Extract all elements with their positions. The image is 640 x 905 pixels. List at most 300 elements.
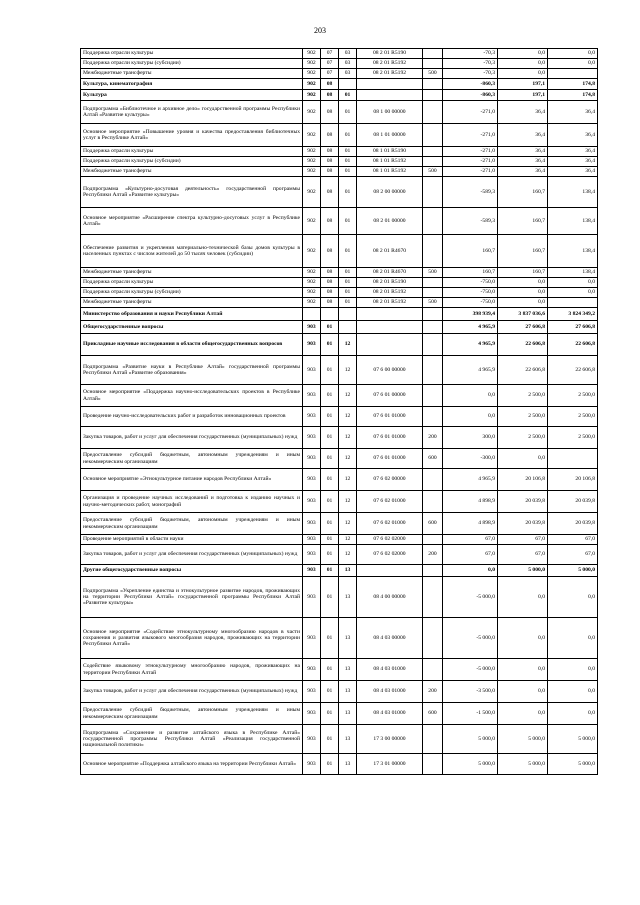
cell-sum-2: 0,0 <box>498 659 548 681</box>
cell-ved: 902 <box>303 59 321 69</box>
table-row <box>81 288 598 298</box>
cell-ved: 903 <box>303 356 321 385</box>
cell-ved: 902 <box>303 268 321 278</box>
row-name: Закупка товаров, работ и услуг для обеспечения государственных (муниципальных) нужд <box>81 427 303 449</box>
cell-rz: 07 <box>321 59 339 69</box>
cell-vr <box>423 659 443 681</box>
cell-sum-2: 36,4 <box>498 167 548 177</box>
cell-pr <box>339 321 357 334</box>
table-row <box>81 618 598 659</box>
cell-sum-2: 27 606,8 <box>498 321 548 334</box>
table-row <box>81 427 598 449</box>
cell-vr <box>423 385 443 407</box>
cell-vr <box>423 334 443 356</box>
table-row <box>81 545 598 565</box>
cell-vr <box>423 177 443 208</box>
cell-rz <box>321 308 339 321</box>
cell-vr <box>423 577 443 618</box>
cell-pr: 01 <box>339 177 357 208</box>
cell-pr: 12 <box>339 356 357 385</box>
cell-ved: 903 <box>303 535 321 545</box>
cell-pr: 13 <box>339 754 357 775</box>
cell-csr: 08 4 03 01000 <box>357 681 423 703</box>
cell-sum-2: 5 000,0 <box>498 565 548 577</box>
row-name: Поддержка отрасли культуры <box>81 278 303 288</box>
cell-sum-2: 20 039,8 <box>498 491 548 513</box>
cell-rz: 01 <box>321 469 339 491</box>
cell-csr <box>357 90 423 101</box>
cell-sum-2: 0,0 <box>498 49 548 59</box>
cell-ved: 903 <box>303 513 321 535</box>
cell-rz: 01 <box>321 725 339 754</box>
cell-sum-1: 5 000,0 <box>443 725 498 754</box>
cell-pr: 01 <box>339 298 357 308</box>
cell-sum-2: 197,1 <box>498 79 548 90</box>
cell-sum-1: 4 965,9 <box>443 469 498 491</box>
row-name: Основное мероприятие «Поддержка научно-исследовательских проектов в Республике Алтай» <box>81 385 303 407</box>
cell-rz: 01 <box>321 545 339 565</box>
cell-sum-2: 67,0 <box>498 545 548 565</box>
table-row <box>81 69 598 79</box>
cell-sum-1: -750,0 <box>443 288 498 298</box>
cell-vr <box>423 157 443 167</box>
cell-pr: 12 <box>339 427 357 449</box>
cell-ved: 902 <box>303 69 321 79</box>
cell-sum-1: -3 500,0 <box>443 681 498 703</box>
row-name: Прикладные научные исследования в области общегосударственных вопросов <box>81 334 303 356</box>
cell-sum-3: 36,4 <box>548 147 598 157</box>
cell-ved <box>303 308 321 321</box>
cell-sum-3: 2 500,0 <box>548 407 598 427</box>
row-name: Межбюджетные трансферты <box>81 69 303 79</box>
cell-sum-3: 138,4 <box>548 235 598 268</box>
cell-rz: 08 <box>321 124 339 147</box>
cell-csr: 08 4 03 01000 <box>357 659 423 681</box>
cell-ved: 903 <box>303 565 321 577</box>
cell-pr: 12 <box>339 535 357 545</box>
cell-sum-1: -860,3 <box>443 90 498 101</box>
cell-csr: 08 1 00 00000 <box>357 101 423 124</box>
cell-sum-3: 0,0 <box>548 278 598 288</box>
cell-vr: 600 <box>423 513 443 535</box>
cell-sum-2: 5 000,0 <box>498 754 548 775</box>
cell-rz: 08 <box>321 79 339 90</box>
cell-pr: 01 <box>339 167 357 177</box>
cell-rz: 01 <box>321 703 339 725</box>
row-name: Поддержка отрасли культуры (субсидии) <box>81 59 303 69</box>
table-row <box>81 177 598 208</box>
cell-vr <box>423 288 443 298</box>
cell-ved: 902 <box>303 124 321 147</box>
cell-vr <box>423 308 443 321</box>
row-name: Общегосударственные вопросы <box>81 321 303 334</box>
cell-vr: 500 <box>423 69 443 79</box>
cell-sum-3: 67,0 <box>548 535 598 545</box>
cell-sum-2: 0,0 <box>498 59 548 69</box>
cell-rz: 01 <box>321 618 339 659</box>
cell-ved: 903 <box>303 577 321 618</box>
row-name: Основное мероприятие «Повышение уровня и качества предоставления библиотечных услуг в Республике Алтай» <box>81 124 303 147</box>
cell-rz: 08 <box>321 90 339 101</box>
row-name: Основное мероприятие «Расширение спектра культурно-досуговых услуг в Республике Алтай» <box>81 208 303 235</box>
cell-vr <box>423 278 443 288</box>
row-name: Закупка товаров, работ и услуг для обеспечения государственных (муниципальных) нужд <box>81 681 303 703</box>
cell-pr: 03 <box>339 69 357 79</box>
cell-sum-2: 67,0 <box>498 535 548 545</box>
cell-sum-3: 0,0 <box>548 703 598 725</box>
cell-sum-1: -860,3 <box>443 79 498 90</box>
table-row <box>81 208 598 235</box>
cell-rz: 08 <box>321 101 339 124</box>
cell-rz: 01 <box>321 385 339 407</box>
cell-sum-2: 160,7 <box>498 208 548 235</box>
cell-sum-2: 160,7 <box>498 235 548 268</box>
cell-sum-1: 300,0 <box>443 427 498 449</box>
table-row <box>81 298 598 308</box>
cell-vr <box>423 491 443 513</box>
cell-pr: 13 <box>339 577 357 618</box>
cell-csr: 08 2 00 00000 <box>357 177 423 208</box>
cell-sum-2: 2 500,0 <box>498 427 548 449</box>
cell-rz: 08 <box>321 298 339 308</box>
cell-vr <box>423 356 443 385</box>
row-name: Основное мероприятие «Этнокультурное питание народов Республики Алтай» <box>81 469 303 491</box>
cell-sum-3: 22 606,8 <box>548 356 598 385</box>
table-row <box>81 308 598 321</box>
cell-rz: 01 <box>321 577 339 618</box>
cell-csr: 17 3 00 00000 <box>357 725 423 754</box>
cell-csr: 17 3 01 00000 <box>357 754 423 775</box>
table-row <box>81 754 598 775</box>
cell-pr: 03 <box>339 49 357 59</box>
row-name: Межбюджетные трансферты <box>81 167 303 177</box>
cell-sum-2: 22 606,8 <box>498 334 548 356</box>
cell-sum-3: 2 500,0 <box>548 385 598 407</box>
cell-csr <box>357 321 423 334</box>
cell-rz: 01 <box>321 356 339 385</box>
cell-pr: 13 <box>339 725 357 754</box>
cell-pr: 12 <box>339 491 357 513</box>
cell-rz: 07 <box>321 69 339 79</box>
cell-sum-3: 5 000,0 <box>548 725 598 754</box>
cell-csr: 07 6 01 01000 <box>357 449 423 469</box>
cell-csr: 07 6 01 01000 <box>357 407 423 427</box>
cell-sum-2: 2 500,0 <box>498 407 548 427</box>
cell-rz: 01 <box>321 491 339 513</box>
cell-csr <box>357 334 423 356</box>
row-name: Содействие языковому этнокультурному многообразию народов, проживающих на территории Республики Алтай <box>81 659 303 681</box>
cell-sum-1: -271,0 <box>443 157 498 167</box>
cell-ved: 902 <box>303 167 321 177</box>
row-name: Межбюджетные трансферты <box>81 298 303 308</box>
cell-sum-3: 36,4 <box>548 124 598 147</box>
cell-rz: 01 <box>321 535 339 545</box>
cell-ved: 903 <box>303 725 321 754</box>
table-row <box>81 321 598 334</box>
cell-csr: 07 6 02 01000 <box>357 491 423 513</box>
cell-rz: 08 <box>321 235 339 268</box>
cell-sum-1: -300,0 <box>443 449 498 469</box>
cell-pr: 12 <box>339 407 357 427</box>
cell-vr <box>423 59 443 69</box>
cell-sum-3: 0,0 <box>548 577 598 618</box>
cell-csr: 07 6 02 02000 <box>357 545 423 565</box>
row-name: Подпрограмма «Развитие науки в Республике Алтай» государственной программы Республики Алтай «Развитие образования» <box>81 356 303 385</box>
table-row <box>81 90 598 101</box>
cell-sum-2: 20 039,8 <box>498 513 548 535</box>
cell-sum-2: 36,4 <box>498 101 548 124</box>
cell-csr <box>357 79 423 90</box>
cell-rz: 08 <box>321 278 339 288</box>
cell-sum-2: 0,0 <box>498 298 548 308</box>
cell-sum-3: 0,0 <box>548 288 598 298</box>
row-name: Подпрограмма «Библиотечное и архивное дело» государственной программы Республики Алтай «Развитие культуры» <box>81 101 303 124</box>
table-row <box>81 157 598 167</box>
row-name: Закупка товаров, работ и услуг для обеспечения государственных (муниципальных) нужд <box>81 545 303 565</box>
cell-sum-3: 2 500,0 <box>548 427 598 449</box>
cell-vr <box>423 79 443 90</box>
cell-rz: 01 <box>321 513 339 535</box>
cell-ved: 902 <box>303 278 321 288</box>
cell-pr: 01 <box>339 235 357 268</box>
cell-ved: 902 <box>303 79 321 90</box>
cell-csr: 07 6 02 02000 <box>357 535 423 545</box>
table-row <box>81 278 598 288</box>
cell-vr <box>423 407 443 427</box>
cell-ved: 903 <box>303 449 321 469</box>
cell-sum-2: 0,0 <box>498 681 548 703</box>
table-row <box>81 681 598 703</box>
table-row <box>81 268 598 278</box>
cell-rz: 08 <box>321 177 339 208</box>
table-row <box>81 167 598 177</box>
cell-sum-1: 4 898,9 <box>443 491 498 513</box>
cell-ved: 903 <box>303 385 321 407</box>
table-row <box>81 235 598 268</box>
budget-table <box>80 48 598 775</box>
cell-ved: 902 <box>303 235 321 268</box>
cell-sum-3: 0,0 <box>548 659 598 681</box>
cell-rz: 08 <box>321 288 339 298</box>
cell-vr <box>423 147 443 157</box>
cell-vr <box>423 49 443 59</box>
cell-csr <box>357 565 423 577</box>
row-name: Проведение мероприятий в области науки <box>81 535 303 545</box>
table-row <box>81 334 598 356</box>
cell-rz: 01 <box>321 754 339 775</box>
cell-sum-2: 36,4 <box>498 157 548 167</box>
row-name: Поддержка отрасли культуры <box>81 49 303 59</box>
row-name: Предоставление субсидий бюджетным, автономным учреждениям и иным некоммерческим организациям <box>81 513 303 535</box>
cell-vr <box>423 618 443 659</box>
cell-vr: 600 <box>423 703 443 725</box>
cell-csr <box>357 308 423 321</box>
cell-sum-3: 0,0 <box>548 618 598 659</box>
table-row <box>81 469 598 491</box>
table-row <box>81 703 598 725</box>
row-name: Проведение научно-исследовательских работ и разработок инновационных проектов <box>81 407 303 427</box>
cell-sum-3: 138,4 <box>548 208 598 235</box>
cell-ved: 903 <box>303 545 321 565</box>
table-row <box>81 449 598 469</box>
table-row <box>81 385 598 407</box>
cell-sum-2: 0,0 <box>498 69 548 79</box>
cell-sum-3: 27 606,8 <box>548 321 598 334</box>
cell-ved: 902 <box>303 177 321 208</box>
cell-pr: 13 <box>339 565 357 577</box>
cell-csr: 08 2 01 R5192 <box>357 298 423 308</box>
cell-ved: 903 <box>303 491 321 513</box>
table-body <box>81 49 598 775</box>
row-name: Межбюджетные трансферты <box>81 268 303 278</box>
cell-sum-1: 67,0 <box>443 545 498 565</box>
cell-ved: 903 <box>303 427 321 449</box>
cell-csr: 08 1 01 00000 <box>357 124 423 147</box>
row-name: Предоставление субсидий бюджетным, автономным учреждениям и иным некоммерческим организациям <box>81 703 303 725</box>
cell-sum-3: 138,4 <box>548 268 598 278</box>
cell-csr: 08 2 01 R4670 <box>357 268 423 278</box>
cell-vr: 200 <box>423 427 443 449</box>
cell-csr: 08 4 03 00000 <box>357 618 423 659</box>
cell-sum-1: 67,0 <box>443 535 498 545</box>
table-row <box>81 124 598 147</box>
cell-sum-1: 160,7 <box>443 268 498 278</box>
cell-csr: 08 2 01 R4670 <box>357 235 423 268</box>
cell-ved: 902 <box>303 208 321 235</box>
row-name: Подпрограмма «Укрепление единства и этнокультурное развитие народов, проживающих на территории Республики Алтай» государственной программы Республики Алтай «Развитие культуры» <box>81 577 303 618</box>
cell-csr: 07 6 01 00000 <box>357 385 423 407</box>
cell-rz: 07 <box>321 49 339 59</box>
cell-pr: 01 <box>339 208 357 235</box>
cell-sum-3: 36,4 <box>548 101 598 124</box>
cell-sum-3: 0,0 <box>548 59 598 69</box>
cell-sum-1: -589,3 <box>443 208 498 235</box>
cell-sum-3: 5 000,0 <box>548 754 598 775</box>
cell-sum-2: 36,4 <box>498 124 548 147</box>
cell-pr: 01 <box>339 268 357 278</box>
cell-csr: 08 2 01 R5190 <box>357 49 423 59</box>
cell-sum-1: -271,0 <box>443 124 498 147</box>
table-row <box>81 356 598 385</box>
cell-ved: 902 <box>303 49 321 59</box>
page-number: 203 <box>314 26 326 35</box>
cell-ved: 903 <box>303 469 321 491</box>
cell-ved: 902 <box>303 101 321 124</box>
cell-ved: 902 <box>303 147 321 157</box>
cell-ved: 902 <box>303 288 321 298</box>
cell-vr: 500 <box>423 167 443 177</box>
table-row <box>81 565 598 577</box>
cell-vr <box>423 725 443 754</box>
cell-ved: 903 <box>303 754 321 775</box>
cell-vr <box>423 235 443 268</box>
table-row <box>81 49 598 59</box>
cell-sum-3: 36,4 <box>548 157 598 167</box>
cell-sum-2: 36,4 <box>498 147 548 157</box>
cell-sum-3: 174,8 <box>548 79 598 90</box>
row-name: Организация и проведение научных исследований и подготовка к изданию научных и научно-методических работ, монографий <box>81 491 303 513</box>
cell-csr: 07 6 01 01000 <box>357 427 423 449</box>
cell-sum-3 <box>548 298 598 308</box>
cell-pr: 01 <box>339 90 357 101</box>
cell-ved: 903 <box>303 407 321 427</box>
table-row <box>81 513 598 535</box>
cell-rz: 01 <box>321 321 339 334</box>
table-row <box>81 725 598 754</box>
row-name: Основное мероприятие «Поддержка алтайского языка на территории Республики Алтай» <box>81 754 303 775</box>
cell-ved: 903 <box>303 681 321 703</box>
cell-ved: 903 <box>303 659 321 681</box>
table-row <box>81 147 598 157</box>
cell-vr <box>423 124 443 147</box>
cell-sum-2: 0,0 <box>498 618 548 659</box>
table-row <box>81 101 598 124</box>
cell-sum-1: -1 500,0 <box>443 703 498 725</box>
cell-rz: 08 <box>321 268 339 278</box>
table-row <box>81 59 598 69</box>
cell-sum-2: 160,7 <box>498 268 548 278</box>
cell-sum-1: -5 000,0 <box>443 577 498 618</box>
cell-sum-3: 138,4 <box>548 177 598 208</box>
cell-vr <box>423 754 443 775</box>
row-name: Подпрограмма «Культурно-досуговая деятельность» государственной программы Республики Алтай «Развитие культуры» <box>81 177 303 208</box>
cell-pr: 03 <box>339 59 357 69</box>
cell-pr: 12 <box>339 385 357 407</box>
cell-ved: 902 <box>303 298 321 308</box>
cell-pr: 13 <box>339 659 357 681</box>
cell-csr: 08 2 01 00000 <box>357 208 423 235</box>
cell-vr <box>423 565 443 577</box>
cell-rz: 01 <box>321 681 339 703</box>
cell-sum-1: 0,0 <box>443 565 498 577</box>
cell-vr: 200 <box>423 545 443 565</box>
cell-sum-3: 36,4 <box>548 167 598 177</box>
cell-sum-1: 4 965,9 <box>443 356 498 385</box>
cell-sum-2: 0,0 <box>498 703 548 725</box>
cell-rz: 01 <box>321 407 339 427</box>
cell-sum-1: -750,0 <box>443 278 498 288</box>
cell-pr: 01 <box>339 278 357 288</box>
cell-ved: 903 <box>303 618 321 659</box>
cell-vr: 600 <box>423 449 443 469</box>
cell-vr <box>423 90 443 101</box>
cell-sum-3: 20 039,8 <box>548 491 598 513</box>
cell-sum-3: 22 606,8 <box>548 334 598 356</box>
cell-sum-3: 20 106,8 <box>548 469 598 491</box>
row-name: Предоставление субсидий бюджетным, автономным учреждениям и иным некоммерческим организациям <box>81 449 303 469</box>
cell-ved: 903 <box>303 321 321 334</box>
cell-csr: 07 6 02 00000 <box>357 469 423 491</box>
cell-sum-1: 5 000,0 <box>443 754 498 775</box>
cell-csr: 08 2 01 R5192 <box>357 288 423 298</box>
cell-sum-2: 197,1 <box>498 90 548 101</box>
cell-sum-2: 20 106,8 <box>498 469 548 491</box>
cell-pr: 13 <box>339 703 357 725</box>
cell-pr <box>339 308 357 321</box>
cell-pr: 01 <box>339 288 357 298</box>
row-name: Основное мероприятие «Содействие этнокультурному многообразию народов в части сохранения и развития языкового многообразия народов, проживающих на территории Республики Алтай» <box>81 618 303 659</box>
cell-csr: 08 2 01 R5192 <box>357 69 423 79</box>
cell-sum-3: 3 824 349,2 <box>548 308 598 321</box>
cell-sum-1: 160,7 <box>443 235 498 268</box>
cell-rz: 08 <box>321 208 339 235</box>
cell-ved: 903 <box>303 334 321 356</box>
cell-ved: 902 <box>303 157 321 167</box>
cell-rz: 01 <box>321 427 339 449</box>
cell-vr <box>423 535 443 545</box>
cell-pr: 01 <box>339 124 357 147</box>
cell-sum-1: -271,0 <box>443 101 498 124</box>
